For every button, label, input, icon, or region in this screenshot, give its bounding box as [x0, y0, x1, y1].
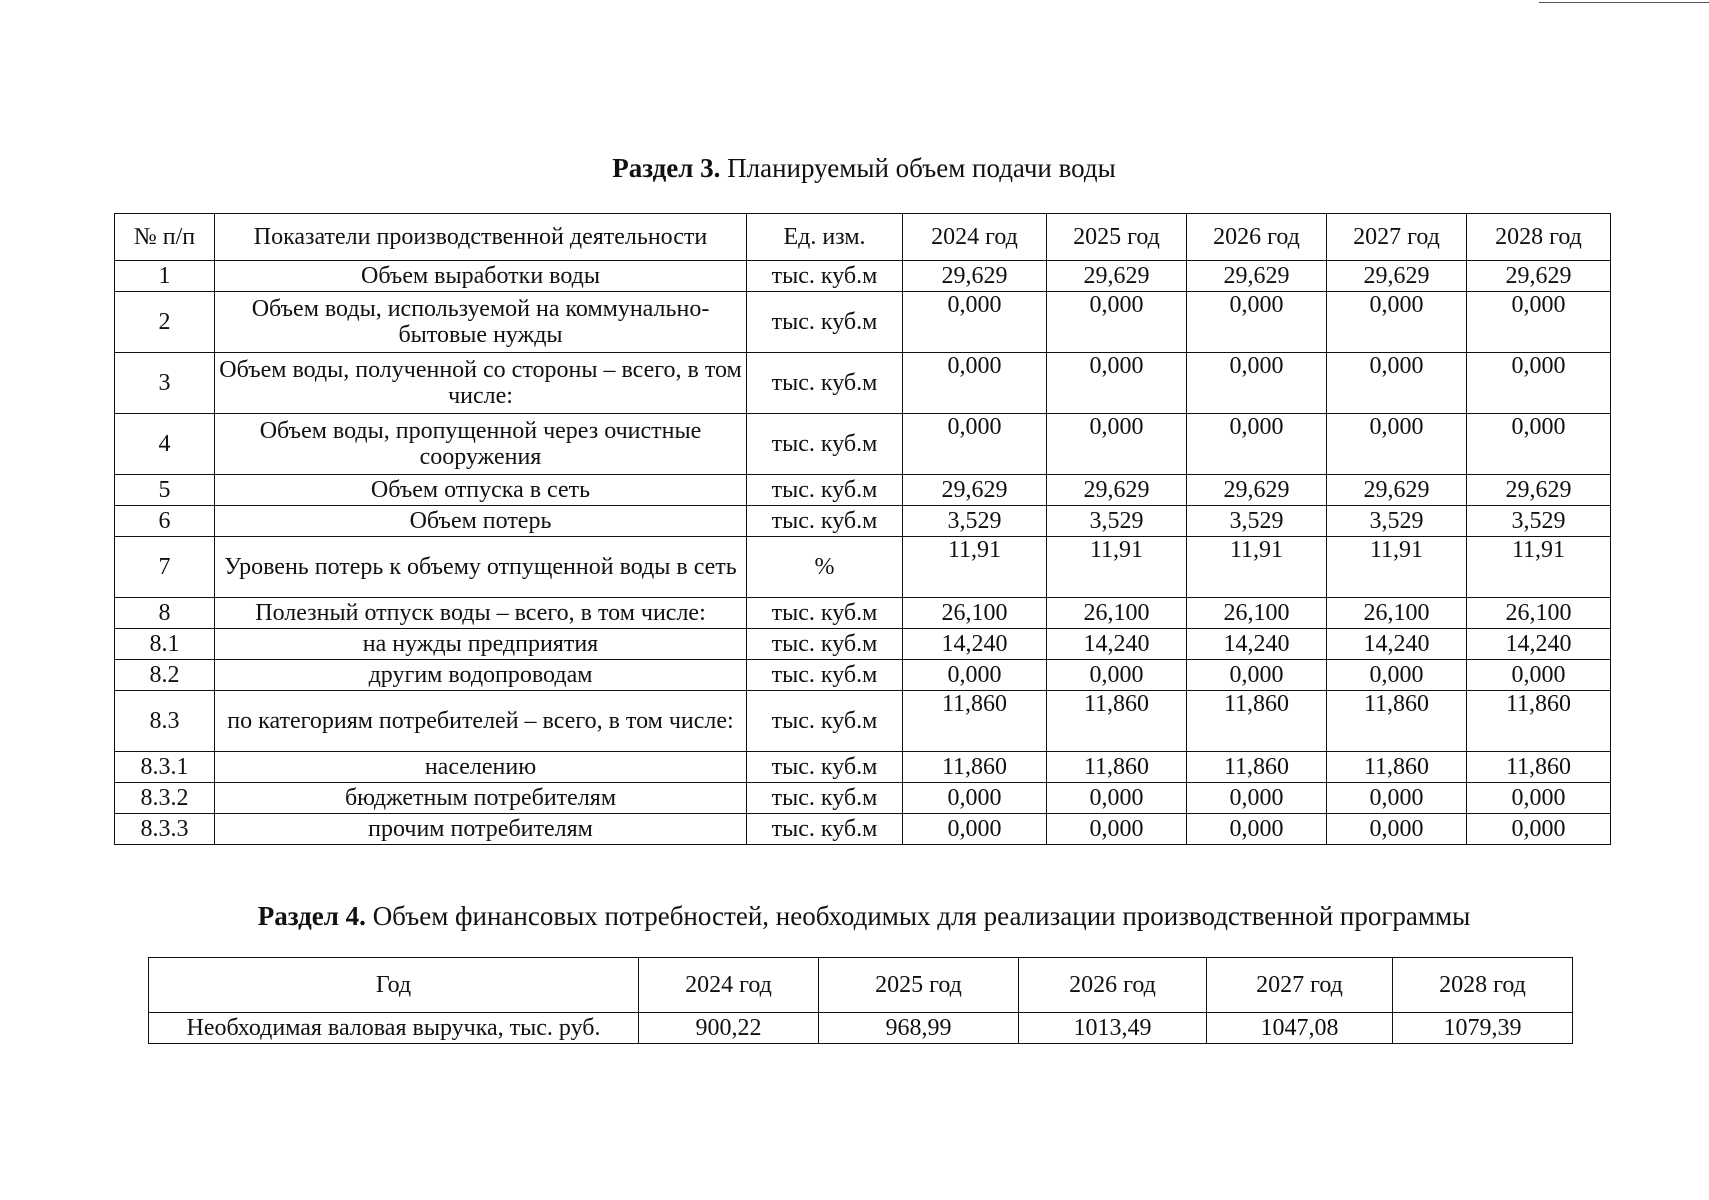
value-2027: 26,100 — [1327, 598, 1467, 629]
value-2026: 0,000 — [1187, 414, 1327, 475]
header-cell: 2028 год — [1467, 214, 1611, 261]
value-2027: 29,629 — [1327, 475, 1467, 506]
value-2028: 29,629 — [1467, 261, 1611, 292]
value-2028: 1079,39 — [1393, 1013, 1573, 1044]
value-2024: 0,000 — [903, 353, 1047, 414]
value-2027: 1047,08 — [1207, 1013, 1393, 1044]
value-2024: 14,240 — [903, 629, 1047, 660]
value-2024: 0,000 — [903, 814, 1047, 845]
value-2026: 29,629 — [1187, 475, 1327, 506]
value-2024: 26,100 — [903, 598, 1047, 629]
value-2028: 0,000 — [1467, 292, 1611, 353]
value-2025: 0,000 — [1047, 353, 1187, 414]
row-unit: тыс. куб.м — [747, 752, 903, 783]
table-row — [115, 292, 1611, 353]
value-2024: 3,529 — [903, 506, 1047, 537]
value-2027: 0,000 — [1327, 292, 1467, 353]
value-2028: 29,629 — [1467, 475, 1611, 506]
value-2027: 11,860 — [1327, 752, 1467, 783]
value-2026: 3,529 — [1187, 506, 1327, 537]
row-indicator: Объем выработки воды — [215, 261, 747, 292]
section-4-title-bold: Раздел 4. — [257, 901, 366, 931]
value-2024: 0,000 — [903, 292, 1047, 353]
row-unit: тыс. куб.м — [747, 691, 903, 752]
value-2027: 3,529 — [1327, 506, 1467, 537]
row-indicator: Объем потерь — [215, 506, 747, 537]
value-2026: 11,860 — [1187, 752, 1327, 783]
value-2025: 0,000 — [1047, 783, 1187, 814]
value-2026: 1013,49 — [1019, 1013, 1207, 1044]
row-unit: тыс. куб.м — [747, 814, 903, 845]
table-row — [115, 752, 1611, 783]
table-row — [115, 261, 1611, 292]
value-2028: 0,000 — [1467, 414, 1611, 475]
header-cell: Показатели производственной деятельности — [215, 214, 747, 261]
table-header-row — [115, 214, 1611, 261]
row-indicator: другим водопроводам — [215, 660, 747, 691]
section-3-title-bold: Раздел 3. — [612, 153, 721, 183]
value-2028: 0,000 — [1467, 814, 1611, 845]
value-2025: 29,629 — [1047, 475, 1187, 506]
table-row — [115, 506, 1611, 537]
value-2026: 0,000 — [1187, 814, 1327, 845]
value-2026: 29,629 — [1187, 261, 1327, 292]
value-2024: 11,860 — [903, 691, 1047, 752]
section-3-title-text: Планируемый объем подачи воды — [720, 153, 1116, 183]
section-4-title — [114, 900, 1614, 932]
header-cell: № п/п — [115, 214, 215, 261]
header-cell: 2027 год — [1207, 958, 1393, 1013]
value-2025: 0,000 — [1047, 414, 1187, 475]
value-2024: 0,000 — [903, 783, 1047, 814]
value-2026: 0,000 — [1187, 783, 1327, 814]
row-unit: тыс. куб.м — [747, 414, 903, 475]
row-unit: тыс. куб.м — [747, 660, 903, 691]
value-2025: 968,99 — [819, 1013, 1019, 1044]
row-indicator: бюджетным потребителям — [215, 783, 747, 814]
value-2024: 0,000 — [903, 660, 1047, 691]
table-row — [149, 1013, 1573, 1044]
table-row — [115, 353, 1611, 414]
row-number: 5 — [115, 475, 215, 506]
value-2025: 0,000 — [1047, 660, 1187, 691]
row-unit: тыс. куб.м — [747, 783, 903, 814]
value-2028: 11,860 — [1467, 752, 1611, 783]
header-cell: 2025 год — [1047, 214, 1187, 261]
row-number: 1 — [115, 261, 215, 292]
row-number: 4 — [115, 414, 215, 475]
row-unit: тыс. куб.м — [747, 292, 903, 353]
value-2026: 14,240 — [1187, 629, 1327, 660]
value-2024: 900,22 — [639, 1013, 819, 1044]
value-2026: 0,000 — [1187, 660, 1327, 691]
table-row — [115, 691, 1611, 752]
table-row — [115, 814, 1611, 845]
row-indicator: Объем воды, используемой на коммунально-бытовые нужды — [215, 292, 747, 353]
value-2024: 11,860 — [903, 752, 1047, 783]
value-2026: 26,100 — [1187, 598, 1327, 629]
value-2024: 29,629 — [903, 475, 1047, 506]
table-row — [115, 629, 1611, 660]
value-2028: 11,860 — [1467, 691, 1611, 752]
header-cell: 2024 год — [903, 214, 1047, 261]
value-2028: 0,000 — [1467, 660, 1611, 691]
value-2027: 11,91 — [1327, 537, 1467, 598]
value-2028: 14,240 — [1467, 629, 1611, 660]
row-number: 8.3 — [115, 691, 215, 752]
value-2025: 26,100 — [1047, 598, 1187, 629]
row-indicator: Полезный отпуск воды – всего, в том числе: — [215, 598, 747, 629]
row-number: 8 — [115, 598, 215, 629]
row-indicator: прочим потребителям — [215, 814, 747, 845]
row-unit: тыс. куб.м — [747, 353, 903, 414]
value-2028: 0,000 — [1467, 783, 1611, 814]
value-2027: 0,000 — [1327, 783, 1467, 814]
header-cell: 2025 год — [819, 958, 1019, 1013]
section-3-title — [114, 152, 1614, 184]
row-indicator: Объем отпуска в сеть — [215, 475, 747, 506]
row-indicator: Уровень потерь к объему отпущенной воды в сеть — [215, 537, 747, 598]
value-2026: 11,860 — [1187, 691, 1327, 752]
value-2027: 0,000 — [1327, 814, 1467, 845]
value-2028: 26,100 — [1467, 598, 1611, 629]
row-number: 8.2 — [115, 660, 215, 691]
header-cell: Год — [149, 958, 639, 1013]
header-cell: Ед. изм. — [747, 214, 903, 261]
row-unit: тыс. куб.м — [747, 261, 903, 292]
value-2027: 0,000 — [1327, 660, 1467, 691]
row-indicator: Объем воды, полученной со стороны – всего, в том числе: — [215, 353, 747, 414]
row-number: 8.3.1 — [115, 752, 215, 783]
row-unit: тыс. куб.м — [747, 629, 903, 660]
value-2027: 11,860 — [1327, 691, 1467, 752]
row-number: 8.1 — [115, 629, 215, 660]
header-cell: 2026 год — [1019, 958, 1207, 1013]
row-label: Необходимая валовая выручка, тыс. руб. — [149, 1013, 639, 1044]
table-row — [115, 783, 1611, 814]
value-2028: 11,91 — [1467, 537, 1611, 598]
row-number: 2 — [115, 292, 215, 353]
table-row — [115, 414, 1611, 475]
row-unit: тыс. куб.м — [747, 506, 903, 537]
value-2024: 0,000 — [903, 414, 1047, 475]
value-2027: 14,240 — [1327, 629, 1467, 660]
header-cell: 2024 год — [639, 958, 819, 1013]
scan-edge-line — [1539, 2, 1709, 3]
row-number: 3 — [115, 353, 215, 414]
value-2025: 0,000 — [1047, 292, 1187, 353]
value-2025: 3,529 — [1047, 506, 1187, 537]
table-row — [115, 660, 1611, 691]
row-number: 7 — [115, 537, 215, 598]
value-2024: 29,629 — [903, 261, 1047, 292]
row-number: 8.3.3 — [115, 814, 215, 845]
value-2025: 14,240 — [1047, 629, 1187, 660]
value-2027: 29,629 — [1327, 261, 1467, 292]
table-header-row — [149, 958, 1573, 1013]
table-row — [115, 537, 1611, 598]
row-unit: тыс. куб.м — [747, 475, 903, 506]
value-2025: 29,629 — [1047, 261, 1187, 292]
value-2026: 0,000 — [1187, 292, 1327, 353]
value-2025: 11,860 — [1047, 691, 1187, 752]
value-2027: 0,000 — [1327, 353, 1467, 414]
value-2025: 11,91 — [1047, 537, 1187, 598]
value-2024: 11,91 — [903, 537, 1047, 598]
value-2027: 0,000 — [1327, 414, 1467, 475]
financial-needs-table — [148, 957, 1573, 1044]
value-2028: 0,000 — [1467, 353, 1611, 414]
row-number: 8.3.2 — [115, 783, 215, 814]
row-indicator: по категориям потребителей – всего, в том числе: — [215, 691, 747, 752]
water-supply-table — [114, 213, 1611, 845]
table-row — [115, 598, 1611, 629]
row-indicator: населению — [215, 752, 747, 783]
row-unit: тыс. куб.м — [747, 598, 903, 629]
row-number: 6 — [115, 506, 215, 537]
value-2025: 11,860 — [1047, 752, 1187, 783]
header-cell: 2028 год — [1393, 958, 1573, 1013]
section-4-title-text: Объем финансовых потребностей, необходимых для реализации производственной программы — [365, 901, 1471, 931]
header-cell: 2027 год — [1327, 214, 1467, 261]
row-unit: % — [747, 537, 903, 598]
value-2025: 0,000 — [1047, 814, 1187, 845]
value-2028: 3,529 — [1467, 506, 1611, 537]
value-2026: 11,91 — [1187, 537, 1327, 598]
row-indicator: на нужды предприятия — [215, 629, 747, 660]
row-indicator: Объем воды, пропущенной через очистные сооружения — [215, 414, 747, 475]
value-2026: 0,000 — [1187, 353, 1327, 414]
header-cell: 2026 год — [1187, 214, 1327, 261]
table-row — [115, 475, 1611, 506]
